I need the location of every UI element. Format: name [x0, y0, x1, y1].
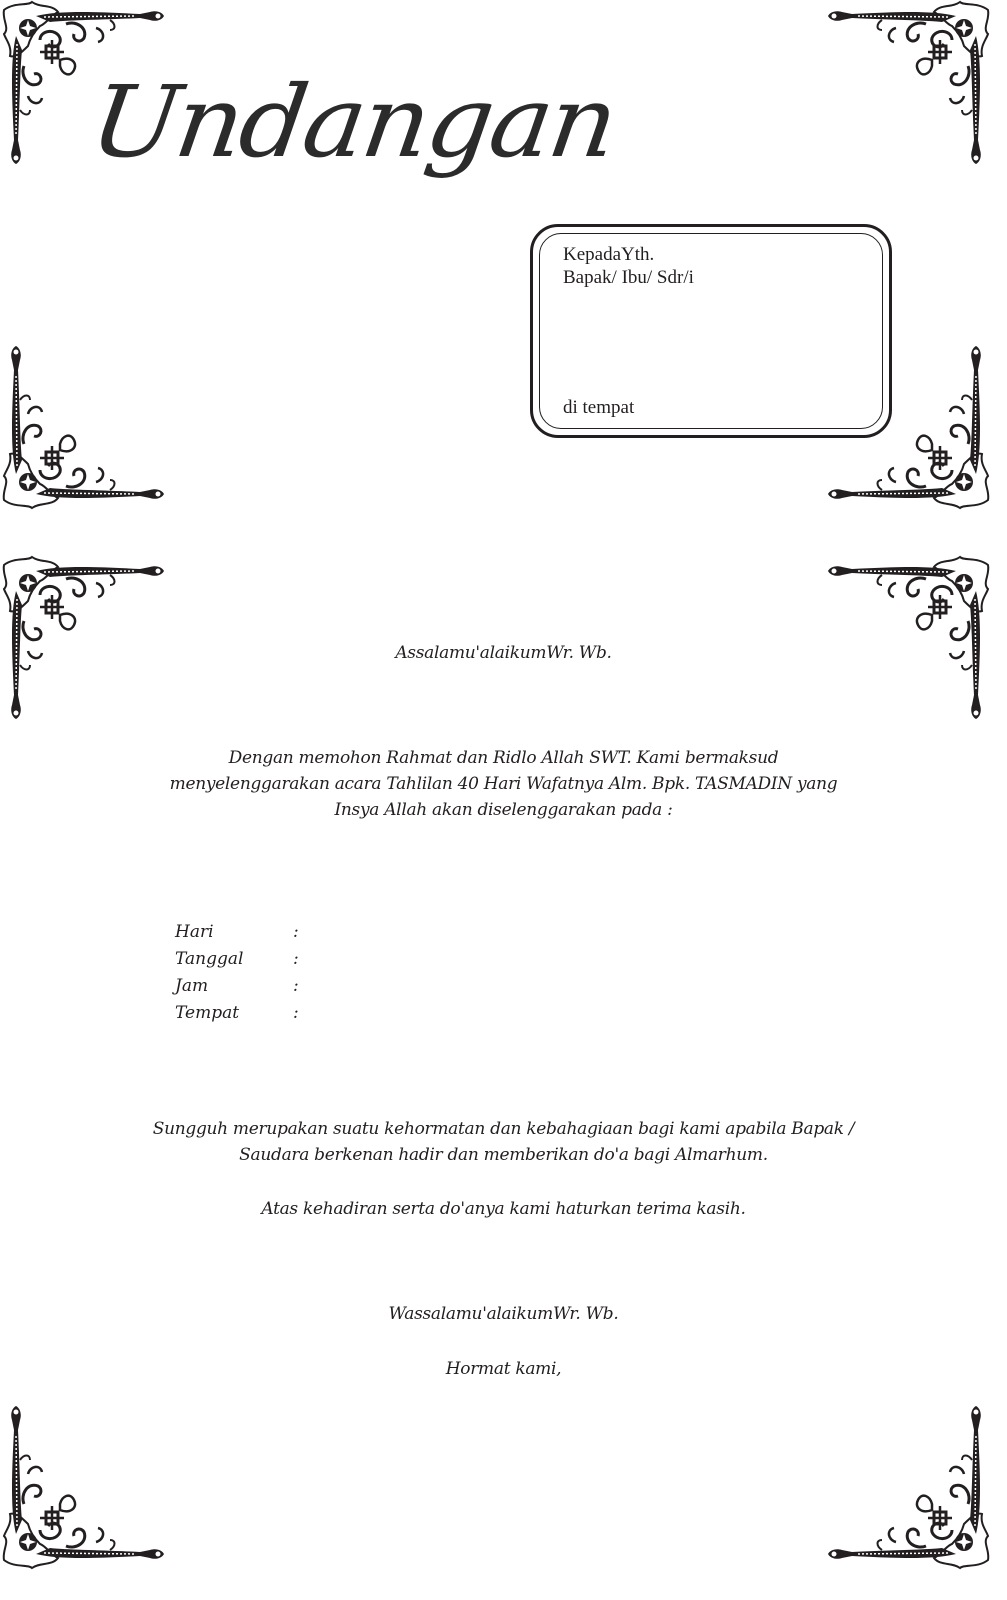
detail-separator: : — [293, 949, 299, 969]
greeting: Assalamu'alaikumWr. Wb. — [395, 643, 612, 663]
closing-line-2: Saudara berkenan hadir dan memberikan do'a bagi Almarhum. — [239, 1145, 768, 1165]
detail-row-hari — [175, 922, 299, 942]
detail-row-jam — [175, 976, 299, 996]
detail-separator: : — [293, 976, 299, 996]
address-box — [530, 224, 892, 438]
corner-flourish-icon-bottom-right — [822, 1400, 992, 1570]
signoff-text: Hormat kami, — [445, 1359, 562, 1379]
corner-flourish-icon-top-right — [822, 0, 992, 170]
detail-label: Jam — [175, 976, 209, 996]
detail-label: Tempat — [175, 1003, 240, 1023]
intro-line-3: Insya Allah akan diselenggarakan pada : — [334, 800, 673, 820]
address-recipient-title: Bapak/ Ibu/ Sdr/i — [563, 267, 694, 288]
detail-row-tempat — [175, 1003, 299, 1023]
thanks-text: Atas kehadiran serta do'anya kami haturkan terima kasih. — [261, 1199, 746, 1219]
farewell-text: Wassalamu'alaikumWr. Wb. — [388, 1304, 619, 1324]
intro-paragraph — [0, 745, 1007, 823]
address-recipient-prefix: KepadaYth. — [563, 244, 655, 265]
corner-flourish-icon-bottom-left — [0, 1400, 170, 1570]
corner-flourish-icon-mid-upper-left — [0, 340, 170, 510]
document-title: Undangan — [83, 64, 622, 180]
closing-paragraph — [0, 1116, 1007, 1168]
intro-line-1: Dengan memohon Rahmat dan Ridlo Allah SWT. Kami bermaksud — [228, 748, 779, 768]
detail-label: Tanggal — [175, 949, 244, 969]
intro-line-2: menyelenggarakan acara Tahlilan 40 Hari Wafatnya Alm. Bpk. TASMADIN yang — [169, 774, 838, 794]
address-location: di tempat — [563, 397, 635, 418]
detail-label: Hari — [175, 922, 214, 942]
detail-row-tanggal — [175, 949, 299, 969]
detail-separator: : — [293, 1003, 299, 1023]
detail-separator: : — [293, 922, 299, 942]
closing-line-1: Sungguh merupakan suatu kehormatan dan kebahagiaan bagi kami apabila Bapak / — [152, 1119, 855, 1139]
